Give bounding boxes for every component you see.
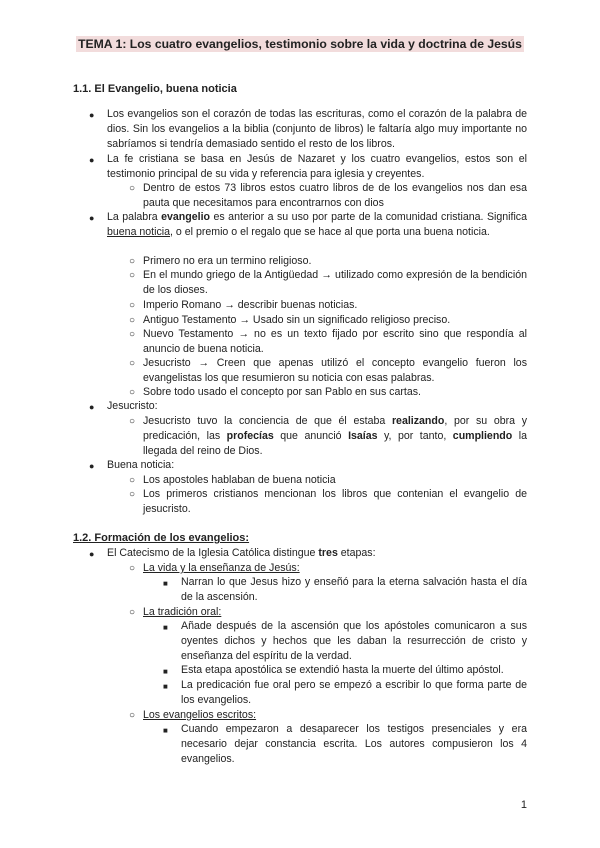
list-item: Primero no era un termino religioso.: [143, 255, 312, 267]
bullet-marker: ●: [89, 549, 95, 559]
bullet-marker: ●: [89, 402, 95, 412]
list-item: Jesucristo:: [107, 400, 158, 412]
list-item: Sobre todo usado el concepto por san Pablo en sus cartas.: [143, 386, 421, 398]
bullet-marker: ○: [129, 416, 136, 427]
list-item: Antiguo Testamento → Usado sin un significado religioso preciso.: [143, 314, 451, 326]
list-item: Los primeros cristianos mencionan los libros que contenian el evangelio de jesucristo.: [143, 488, 527, 515]
document-title: TEMA 1: Los cuatro evangelios, testimonio sobre la vida y doctrina de Jesús: [78, 37, 522, 51]
section-heading-1: 1.1. El Evangelio, buena noticia: [73, 83, 237, 95]
list-item: Añade después de la ascensión que los apóstoles comunicaron a sus oyentes dichos y hechos que les daban la resurrección de cristo y enseñanza del espíritu de la verdad.: [181, 620, 527, 662]
bullet-marker: ○: [129, 489, 136, 500]
bullet-marker: ○: [129, 387, 136, 398]
bullet-marker: ●: [89, 461, 95, 471]
list-item: Los evangelios son el corazón de todas las escrituras, como el corazón de la palabra de dios. Sin los evangelios a la biblia (conjunto de libros) le faltaría algo muy importante no sabríamos si tendría demasiado sentido el resto de los libros.: [107, 108, 527, 150]
bullet-marker: ○: [129, 563, 136, 574]
list-item-jesucristo: Jesucristo tuvo la conciencia de que él estaba realizando, por su obra y predicación, las profecías que anunció Isaías y, por tanto, cumpliendo la llegada del reino de Dios.: [143, 415, 527, 457]
bullet-marker: ●: [89, 213, 95, 223]
bullet-marker: ■: [163, 726, 168, 735]
list-item: Cuando empezaron a desaparecer los testigos presenciales y era necesario dejar constancia escrita. Los autores compusieron los 4 evangelios.: [181, 723, 527, 765]
bullet-marker: ○: [129, 300, 136, 311]
list-item-evangelio: La palabra evangelio es anterior a su uso por parte de la comunidad cristiana. Significa buena noticia, o el premio o el regalo que se hace al que porta una buena noticia.: [107, 211, 527, 238]
bullet-marker: ○: [129, 358, 136, 369]
bullet-marker: ○: [129, 270, 136, 281]
list-item: Imperio Romano → describir buenas noticias.: [143, 299, 358, 311]
bullet-marker: ○: [129, 329, 136, 340]
list-item: Dentro de estos 73 libros estos cuatro libros de de los evangelios nos dan esa pauta que necesitamos para encontrarnos con dios: [143, 182, 527, 209]
bullet-marker: ■: [163, 623, 168, 632]
list-item: Narran lo que Jesus hizo y enseñó para la eterna salvación hasta el día de la ascensión.: [181, 576, 527, 603]
bullet-marker: ○: [129, 475, 136, 486]
list-item: Esta etapa apostólica se extendió hasta la muerte del último apóstol.: [181, 664, 504, 676]
bullet-marker: ●: [89, 110, 95, 120]
list-item: En el mundo griego de la Antigüedad → utilizado como expresión de la bendición de los dioses.: [143, 269, 527, 296]
list-item-catecismo: El Catecismo de la Iglesia Católica distingue tres etapas:: [107, 547, 376, 559]
list-item: Los apostoles hablaban de buena noticia: [143, 474, 336, 486]
stage-label: Los evangelios escritos:: [143, 709, 257, 721]
page-number: 1: [520, 799, 527, 811]
bullet-marker: ○: [129, 315, 136, 326]
bullet-marker: ○: [129, 607, 136, 618]
stage-label: La vida y la enseñanza de Jesús:: [143, 562, 300, 574]
list-item: La predicación fue oral pero se empezó a escribir lo que forma parte de los evangelios.: [181, 679, 527, 706]
list-item: Nuevo Testamento → no es un texto fijado por escrito sino que respondía al anuncio de buena noticia.: [143, 328, 527, 355]
list-item: Buena noticia:: [107, 459, 175, 471]
bullet-marker: ■: [163, 682, 168, 691]
stage-label: La tradición oral:: [143, 606, 222, 618]
bullet-marker: ■: [163, 667, 168, 676]
bullet-marker: ○: [129, 183, 136, 194]
bullet-marker: ○: [129, 710, 136, 721]
section-heading-2: 1.2. Formación de los evangelios:: [73, 532, 250, 544]
bullet-marker: ■: [163, 579, 168, 588]
bullet-marker: ●: [89, 155, 95, 165]
list-item: Jesucristo → Creen que apenas utilizó el concepto evangelio fueron los evangelistas los que resumieron su noticia con esas palabras.: [143, 357, 527, 384]
bullet-marker: ○: [129, 256, 136, 267]
list-item: La fe cristiana se basa en Jesús de Nazaret y los cuatro evangelios, estos son el testimonio principal de su vida y referencia para iglesia y creyentes.: [107, 153, 527, 180]
